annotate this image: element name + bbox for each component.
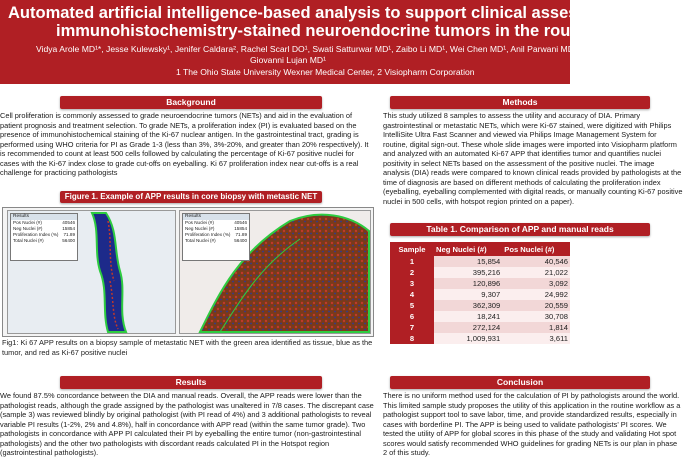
results-panel [10,213,78,261]
table-row: 6 18,241 30,708 [390,311,570,322]
table-row: 3 120,896 3,092 [390,278,570,289]
results-row: Neg Nuclei (#) 15854 [185,226,247,231]
figure-1-panel-overview [7,210,176,334]
conclusion-text: There is no uniform method used for the calculation of PI by pathologists around the world. This limited sample study proposes the utility of this application in the routine workflow as a pathologist support tool to save labor, time, and provide standardized results, especially in cases with borderline PI. The APP is being used to validate pathologists' PI scores. We tested the utility of APP for global scores in this phase of the study and validating Hot spot scores would satisfy recommended WHO guidelines for grading NETs is our plan in phase 2 of this study. [383,391,681,457]
column-header: Sample [390,242,434,256]
column-header: Neg Nuclei (#) [434,242,502,256]
results-text: We found 87.5% concordance between the DIA and manual reads. Overall, the APP reads were lower than the pathologist reads, although the grade assigned by the pathologist was unaltered in 7/8 cases. The discrepant case (sample 3) was reviewed blindly by original pathologist (with PI read of 4%) and 3 additional pathologists to reveal variable PI results (1-2%, 2% and 4.8%), half in concordance with APP read (within the same tumor grade). Two pathologists in concordance with APP PI calculated their PI by eyeballing the entire tumor (non-gastrointestinal pathologists) and the other two pathologists with discordant reads calculated PI in the Hotspot region (gastrointestinal pathologists). [0,391,374,457]
table-row: 7 272,124 1,814 [390,322,570,333]
affiliations: 1 The Ohio State University Wexner Medical Center, 2 Visiopharm Corporation [176,67,475,77]
table-1-heading: Table 1. Comparison of APP and manual reads [390,223,650,236]
results-row: Total Nuclei (#) 56400 [13,238,75,243]
table-row: 4 9,307 24,992 [390,289,570,300]
figure-1-panel-zoom [179,210,371,334]
background-heading: Background [60,96,322,109]
table-row: 8 1,009,931 3,611 [390,333,570,344]
results-row: Proliferation Index (%) 71.89 [13,232,75,237]
results-row: Pos Nuclei (#) 40546 [13,220,75,225]
results-panel [182,213,250,261]
results-panel-title: Results [183,214,249,220]
right-column [383,90,683,470]
poster-title-line-1: Automated artificial intelligence-based analysis to support clinical assessment of [8,4,647,22]
poster-title-line-2: immunohistochemistry-stained neuroendocrine tumors in the routine workflow [56,22,676,40]
methods-text: This study utilized 8 samples to assess the utility and accuracy of DIA. Primary gastrointestinal or metastatic NETs, which were Ki-67 stained, were digitized with Philips IntelliSite Ultra Fast Scanner and viewed via Philips Image Management System for routine, digital sign-out. These whole slide images were imported into Visiopharm platform and analyzed with an automated Ki-67 APP that identifies tumor and quantifies nuclei positivity in select NETs based on the assessment of the positive nuclei. The image analysis (DIA) reads were compared to known clinical reads provided by pathologists at the time of diagnosis are based on different methods of calculating the proliferation index (eyeballing, eyeballing complemented with digital reads, or manually counting Ki-67 positive nuclei in 500 cells, with hotspot region printed on a paper). [383,111,683,206]
background-text: Cell proliferation is commonly assessed to grade neuroendocrine tumors (NETs) and aid in the evaluation of patient prognosis and treatment selection. To grade NETs, a proliferation index (PI) is evaluated based on the presence of immunohistochemical staining of the Ki-67 nuclear antigen. In the gastrointestinal tract, grading is performed using WHO criteria for PI as Grade 1-3 (less than 3%, 3%-20%, and greater than 20% respectively). It is recommended to count at least 500 cells followed by calculating the percentage of Ki-67 positive nuclei for cases with the Ki-67 index close to grade cut-offs on eyeballing. Ki 67 proliferation index near cut-offs is a real challenge for practicing pathologists [0,111,369,177]
table-header-row [390,242,570,256]
figure-1 [2,207,374,337]
comparison-table [390,242,570,344]
conclusion-heading: Conclusion [390,376,650,389]
results-row: Proliferation Index (%) 71.89 [185,232,247,237]
results-heading: Results [60,376,322,389]
results-row: Neg Nuclei (#) 15854 [13,226,75,231]
figure-1-caption: Fig1: Ki 67 APP results on a biopsy sample of metastatic NET with the green area identified as tissue, blue as the tumor, and red as Ki-67 positive nuclei [2,338,373,357]
table-row: 1 15,854 40,546 [390,256,570,267]
results-row: Pos Nuclei (#) 40546 [185,220,247,225]
table-row: 2 395,216 21,022 [390,267,570,278]
column-header: Pos Nuclei (#) [502,242,570,256]
author-list-continued: Giovanni Lujan MD¹ [250,55,326,65]
left-column [0,90,378,470]
table-row: 5 362,309 20,559 [390,300,570,311]
poster-title-banner [0,0,676,84]
results-panel-title: Results [11,214,77,220]
results-row: Total Nuclei (#) 56400 [185,238,247,243]
methods-heading: Methods [390,96,650,109]
author-list: Vidya Arole MD¹*, Jesse Kulewsky¹, Jenifer Caldara², Rachel Scarl DO¹, Swati Satturwar MD¹, Zaibo Li MD¹, Wei Chen MD¹, Anil Parwani MD¹, [36,44,580,54]
figure-1-heading: Figure 1. Example of APP results in core biopsy with metastic NET [60,191,322,203]
